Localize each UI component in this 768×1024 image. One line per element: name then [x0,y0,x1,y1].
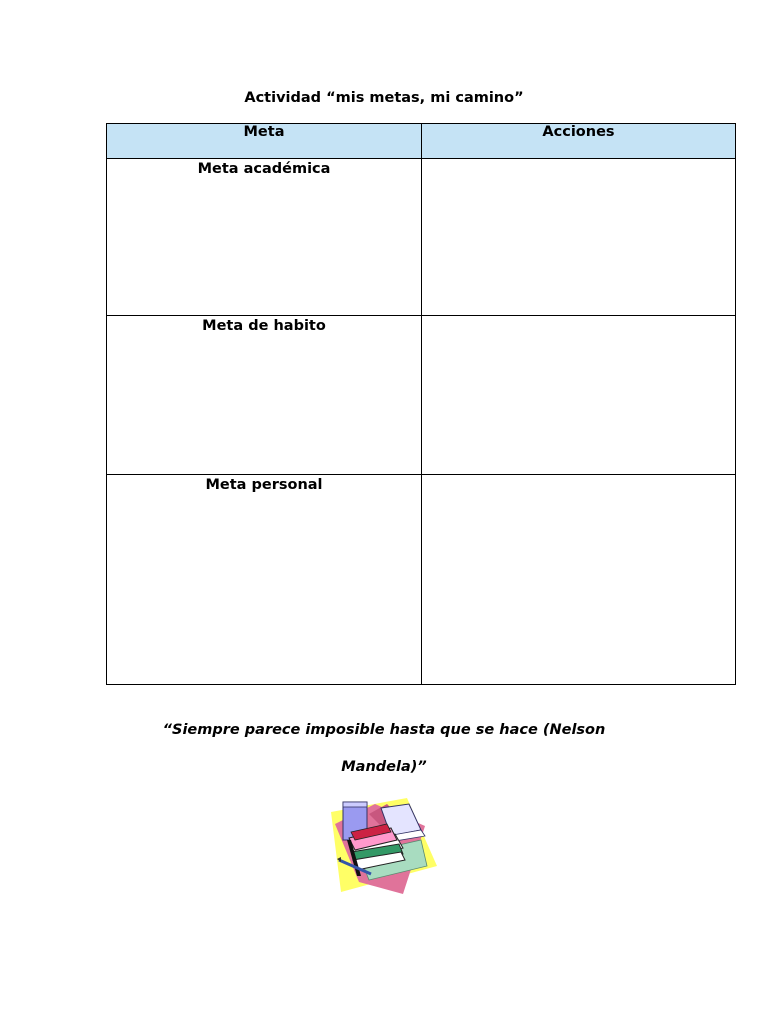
quote-line-2: Mandela)” [341,759,427,775]
acciones-cell-personal[interactable] [422,475,736,685]
meta-cell-academica: Meta académica [107,159,422,316]
document-title: Actividad “mis metas, mi camino” [244,90,524,106]
table-row [107,159,736,316]
header-acciones: Acciones [422,124,736,159]
meta-cell-personal: Meta personal [107,475,422,685]
header-meta: Meta [107,124,422,159]
mandela-quote [0,712,768,786]
goals-table [106,123,736,685]
acciones-cell-academica[interactable] [422,159,736,316]
acciones-cell-habito[interactable] [422,316,736,475]
quote-line-1: “Siempre parece imposible hasta que se hace (Nelson [162,722,606,738]
books-stack-icon [329,796,439,894]
table-row [107,475,736,685]
table-header-row [107,124,736,159]
table-row [107,316,736,475]
meta-cell-habito: Meta de habito [107,316,422,475]
